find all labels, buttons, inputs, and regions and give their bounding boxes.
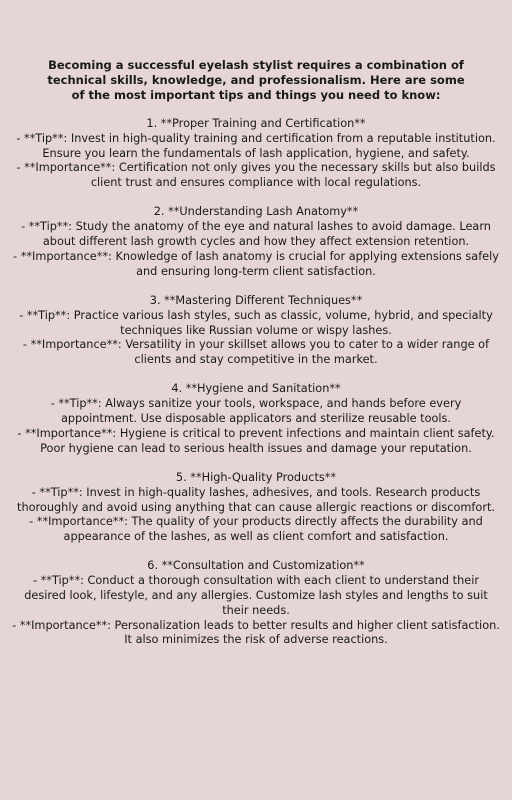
tip-section [11,294,501,368]
tip-text: - **Tip**: Always sanitize your tools, workspace, and hands before every appointment. Use disposable applicators and sterilize reusable tools. [50,397,462,426]
importance-text: - **Importance**: Personalization leads to better results and higher client satisfaction. It also minimizes the risk of adverse reactions. [12,618,500,647]
tip-title: 2. **Understanding Lash Anatomy** [153,205,359,219]
tip-section [11,205,501,279]
tip-section [11,382,501,456]
tip-title: 1. **Proper Training and Certification** [146,117,366,130]
tip-text: - **Tip**: Practice various lash styles, such as classic, volume, hybrid, and specialty techniques like Russian volume or wispy lashes. [19,308,493,337]
tip-section [11,471,501,545]
importance-text: - **Importance**: Knowledge of lash anatomy is crucial for applying extensions safely and ensuring long-term client satisfaction. [13,249,499,278]
tip-text: - **Tip**: Study the anatomy of the eye and natural lashes to avoid damage. Learn about different lash growth cycles and how they affect extension retention. [21,220,491,249]
intro-paragraph: Becoming a successful eyelash stylist requires a combination of technical skills, knowledge, and professionalism. Here are some of the most important tips and things you need to know: [47,58,465,102]
tip-title: 6. **Consultation and Customization** [147,559,365,573]
tip-section [11,117,501,191]
tip-title: 3. **Mastering Different Techniques** [149,293,363,307]
tip-title: 4. **Hygiene and Sanitation** [171,382,341,396]
importance-text: - **Importance**: The quality of your products directly affects the durability and appearance of the lashes, as well as client comfort and satisfaction. [29,515,483,544]
importance-text: - **Importance**: Versatility in your skillset allows you to cater to a wider range of clients and stay competitive in the market. [22,338,490,367]
importance-text: - **Importance**: Certification not only gives you the necessary skills but also builds client trust and ensures compliance with local regulations. [16,161,496,190]
tips-list [11,117,501,648]
importance-text: - **Importance**: Hygiene is critical to prevent infections and maintain client safety. Poor hygiene can lead to serious health issues and damage your reputation. [17,426,495,455]
tip-text: - **Tip**: Invest in high-quality lashes, adhesives, and tools. Research products thoroughly and avoid using anything that can cause allergic reactions or discomfort. [17,485,495,514]
tip-text: - **Tip**: Conduct a thorough consultation with each client to understand their desired look, lifestyle, and any allergies. Customize lash styles and lengths to suit their needs. [24,574,488,617]
tip-section [11,559,501,648]
tip-text: - **Tip**: Invest in high-quality training and certification from a reputable institution. Ensure you learn the fundamentals of lash application, hygiene, and safety. [16,131,496,160]
tip-title: 5. **High-Quality Products** [175,470,337,484]
